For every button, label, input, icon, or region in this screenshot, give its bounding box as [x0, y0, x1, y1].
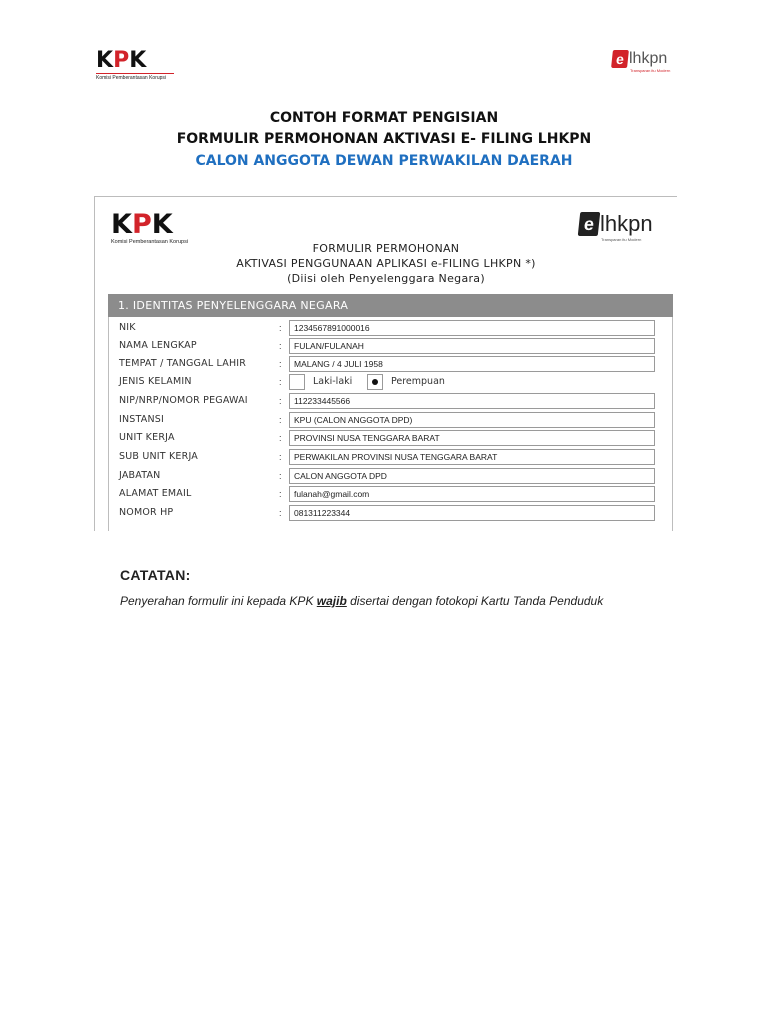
kpk-underline: [96, 73, 174, 74]
field-label: ALAMAT EMAIL: [119, 488, 192, 499]
field-row-hp: NOMOR HP : 081311223344: [119, 504, 664, 522]
nama-field[interactable]: FULAN/FULANAH: [289, 338, 655, 354]
kpk-subtitle: Komisi Pemberantasan Korupsi: [96, 75, 167, 81]
identity-fields: [108, 317, 673, 531]
heading-line-2: FORMULIR PERMOHONAN AKTIVASI E- FILING LHKPN: [176, 131, 592, 147]
field-row-gender: JENIS KELAMIN : Laki-laki Perempuan: [119, 373, 664, 391]
catatan-title: CATATAN:: [120, 567, 191, 583]
field-row-sub-unit: SUB UNIT KERJA : PERWAKILAN PROVINSI NUSA TENGGARA BARAT: [119, 448, 664, 466]
heading-line-3: CALON ANGGOTA DEWAN PERWAKILAN DAERAH: [195, 153, 573, 169]
radio-label-perempuan: Perempuan: [391, 376, 445, 387]
form-instruction: (Diisi oleh Penyelenggara Negara): [287, 272, 485, 285]
form-elhkpn-logo: e lhkpn Transparan itu Modern: [579, 211, 653, 242]
field-row-ttl: TEMPAT / TANGGAL LAHIR : MALANG / 4 JULI 1958: [119, 355, 664, 373]
field-row-nip: NIP/NRP/NOMOR PEGAWAI : 112233445566: [119, 392, 664, 410]
field-row-jabatan: JABATAN : CALON ANGGOTA DPD: [119, 467, 664, 485]
form-kpk-logo: K P K Komisi Pemberantasan Korupsi: [111, 209, 189, 245]
field-label: JENIS KELAMIN: [119, 376, 192, 387]
radio-label-laki-laki: Laki-laki: [313, 376, 353, 387]
ttl-field[interactable]: MALANG / 4 JULI 1958: [289, 356, 655, 372]
elhkpn-mark: e: [611, 50, 629, 68]
field-row-instansi: INSTANSI : KPU (CALON ANGGOTA DPD): [119, 411, 664, 429]
elhkpn-tagline: Transparan itu Modern: [630, 68, 671, 74]
nip-field[interactable]: 112233445566: [289, 393, 655, 409]
field-row-nik: NIK : 1234567891000016: [119, 319, 664, 337]
field-label: NAMA LENGKAP: [119, 340, 197, 351]
catatan-note: Penyerahan formulir ini kepada KPK wajib disertai dengan fotokopi Kartu Tanda Penduduk: [120, 594, 604, 608]
field-label: SUB UNIT KERJA: [119, 451, 198, 462]
radio-selected-dot: [372, 379, 378, 385]
instansi-field[interactable]: KPU (CALON ANGGOTA DPD): [289, 412, 655, 428]
kpk-wordmark: K P K: [96, 48, 147, 73]
elhkpn-wordmark: lhkpn: [629, 50, 668, 67]
field-row-nama: NAMA LENGKAP : FULAN/FULANAH: [119, 337, 664, 355]
sub-unit-kerja-field[interactable]: PERWAKILAN PROVINSI NUSA TENGGARA BARAT: [289, 449, 655, 465]
form-subtitle: AKTIVASI PENGGUNAAN APLIKASI e-FILING LHKPN *): [236, 257, 536, 270]
unit-kerja-field[interactable]: PROVINSI NUSA TENGGARA BARAT: [289, 430, 655, 446]
radio-perempuan[interactable]: [367, 374, 383, 390]
field-label: INSTANSI: [119, 414, 165, 425]
section-header: 1. IDENTITAS PENYELENGGARA NEGARA: [108, 294, 673, 317]
field-label: NIP/NRP/NOMOR PEGAWAI: [119, 395, 248, 406]
heading-line-1: CONTOH FORMAT PENGISIAN: [269, 110, 499, 126]
gender-options: [289, 373, 655, 391]
field-row-unit-kerja: UNIT KERJA : PROVINSI NUSA TENGGARA BARAT: [119, 429, 664, 447]
field-label: TEMPAT / TANGGAL LAHIR: [119, 358, 247, 369]
field-row-email: ALAMAT EMAIL : fulanah@gmail.com: [119, 485, 664, 503]
elhkpn-logo: [612, 50, 682, 73]
radio-laki-laki[interactable]: [289, 374, 305, 390]
jabatan-field[interactable]: CALON ANGGOTA DPD: [289, 468, 655, 484]
form-example: [94, 196, 677, 531]
field-label: JABATAN: [119, 470, 161, 481]
field-label: UNIT KERJA: [119, 432, 175, 443]
nik-field[interactable]: 1234567891000016: [289, 320, 655, 336]
form-title: FORMULIR PERMOHONAN: [312, 242, 460, 255]
field-label: NOMOR HP: [119, 507, 174, 518]
field-label: NIK: [119, 322, 136, 333]
catatan-note-emphasis: wajib: [316, 594, 347, 608]
nomor-hp-field[interactable]: 081311223344: [289, 505, 655, 521]
email-field[interactable]: fulanah@gmail.com: [289, 486, 655, 502]
kpk-logo: [96, 50, 186, 81]
